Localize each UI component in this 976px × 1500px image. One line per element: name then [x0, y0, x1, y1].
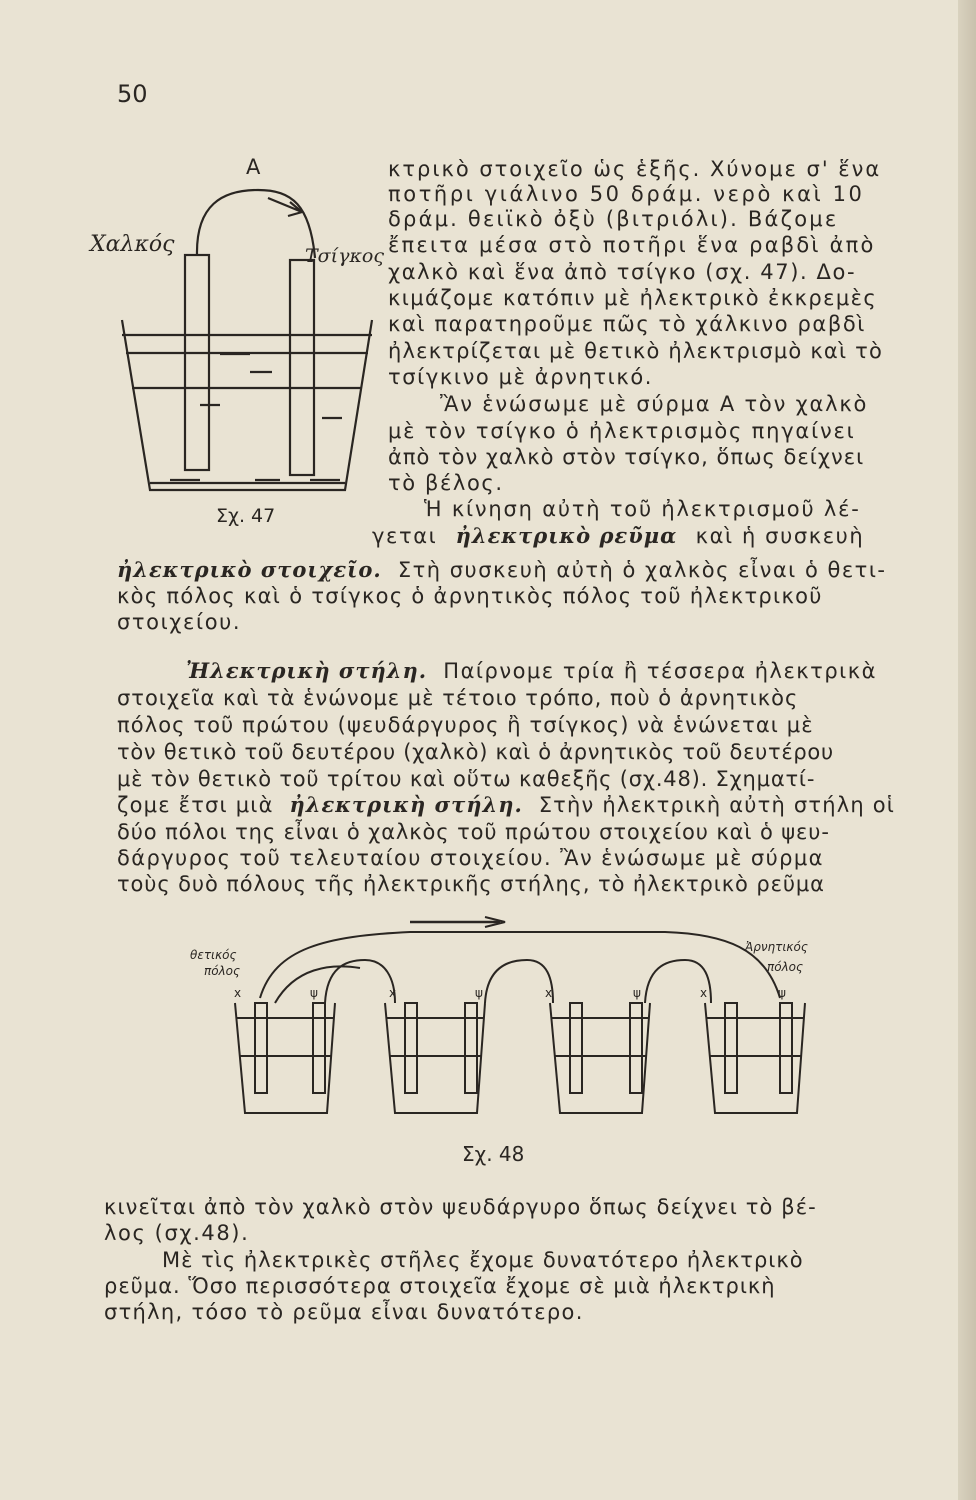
- copper-rod: [185, 255, 209, 470]
- cell-1: [235, 1003, 335, 1113]
- cell-3: [550, 1003, 650, 1113]
- positive-pole-label-2: πόλος: [204, 964, 241, 978]
- wire-a: [197, 190, 315, 258]
- cell-2: [385, 1003, 485, 1113]
- para3-line: [117, 557, 887, 583]
- cell-mark: ψ: [475, 986, 483, 1000]
- fig47-label-copper: Χαλκός: [90, 232, 175, 257]
- para-last-line: στήλη, τόσο τὸ ρεῦμα εἶναι δυνατότερο.: [104, 1300, 584, 1324]
- negative-pole-label-2: πόλος: [767, 960, 804, 974]
- cell-4: [705, 1003, 805, 1113]
- para-last-line: Μὲ τὶς ἠλεκτρικὲς στῆλες ἔχομε δυνατότερο ἠλεκτρικὸ: [162, 1248, 804, 1272]
- section-text: Στὴν ἠλεκτρικὴ αὐτὴ στήλη οἱ: [538, 793, 896, 817]
- para1-line: δράμ. θειϊκὸ ὀξὺ (βιτριόλι). Βάζομε: [388, 207, 839, 231]
- para3-line: [372, 523, 864, 549]
- cell-mark: x: [700, 986, 708, 1000]
- fig47-caption: Σχ. 47: [216, 505, 276, 527]
- para3-line: στοιχείου.: [117, 610, 242, 634]
- fig47-label-zinc: Τσίγκος: [305, 245, 384, 267]
- cell-mark: x: [545, 986, 553, 1000]
- section-text: ζομε ἔτσι μιὰ: [117, 793, 274, 817]
- para3-text: Στὴ συσκευὴ αὐτὴ ὁ χαλκὸς εἶναι ὁ θετι-: [397, 558, 887, 582]
- zinc-rod: [290, 260, 314, 475]
- para1-line: καὶ παρατηροῦμε πῶς τὸ χάλκινο ραβδὶ: [388, 312, 866, 336]
- para-after-line: λος (σχ.48).: [104, 1221, 250, 1245]
- para1-line: τσίγκινο μὲ ἀρνητικό.: [388, 365, 654, 389]
- para1-line: ἔπειτα μέσα στὸ ποτῆρι ἕνα ραβδὶ ἀπὸ: [388, 233, 876, 257]
- para-last-line: ρεῦμα. Ὅσο περισσότερα στοιχεῖα ἔχομε σὲ μιὰ ἠλεκτρικὴ: [104, 1274, 776, 1298]
- para3-text: καὶ ἡ συσκευὴ: [695, 524, 865, 548]
- figure-48-drawing: [215, 908, 835, 1118]
- figure-47-drawing: [110, 150, 370, 510]
- para3-text: γεται: [372, 524, 438, 548]
- section-line: μὲ τὸν θετικὸ τοῦ τρίτου καὶ οὕτω καθεξῆς (σχ.48). Σχηματί-: [117, 767, 816, 791]
- cell-mark: ψ: [633, 986, 641, 1000]
- para2-line: Ἂν ἑνώσωμε μὲ σύρμα A τὸν χαλκὸ: [440, 392, 869, 416]
- section-text: Παίρνομε τρία ἢ τέσσερα ἠλεκτρικὰ: [443, 659, 877, 683]
- term-electric-cell: ἠλεκτρικὸ στοιχεῖο.: [117, 557, 382, 582]
- cell-mark: ψ: [310, 986, 318, 1000]
- para2-line: τὸ βέλος.: [388, 471, 504, 495]
- para1-line: ἠλεκτρίζεται μὲ θετικὸ ἠλεκτρισμὸ καὶ τὸ: [388, 339, 884, 363]
- para2-line: μὲ τὸν τσίγκο ὁ ἠλεκτρισμὸς πηγαίνει: [388, 419, 856, 443]
- section-heading: Ἠλεκτρικὴ στήλη.: [186, 658, 428, 683]
- section-line: τοὺς δυὸ πόλους τῆς ἠλεκτρικῆς στήλης, τὸ ἠλεκτρικὸ ρεῦμα: [117, 872, 825, 896]
- negative-pole-label-1: Ἀρνητικός: [745, 940, 808, 954]
- cell-mark: ψ: [778, 986, 786, 1000]
- section-line: δάργυρος τοῦ τελευταίου στοιχείου. Ἂν ἑνώσωμε μὲ σύρμα: [117, 846, 824, 870]
- beaker-outline: [122, 320, 372, 490]
- section-line: πόλος τοῦ πρώτου (ψευδάργυρος ἢ τσίγκος) νὰ ἑνώνεται μὲ: [117, 713, 814, 737]
- para3-line: Ἡ κίνηση αὐτὴ τοῦ ἠλεκτρισμοῦ λέ-: [424, 497, 861, 521]
- positive-pole-label-1: θετικός: [190, 948, 237, 962]
- section-heading-line: [186, 658, 877, 684]
- fig47-label-a: A: [246, 155, 261, 179]
- para1-line: κιμάζομε κατόπιν μὲ ἠλεκτρικὸ ἐκκρεμὲς: [388, 286, 878, 310]
- section-line: τὸν θετικὸ τοῦ δευτέρου (χαλκὸ) καὶ ὁ ἀρνητικὸς τοῦ δευτέρου: [117, 740, 834, 764]
- section-line: [117, 792, 895, 818]
- para3-line: κὸς πόλος καὶ ὁ τσίγκος ὁ ἀρνητικὸς πόλος τοῦ ἠλεκτρικοῦ: [117, 584, 823, 608]
- wire-arrow: [268, 198, 302, 216]
- bridge-2: [485, 960, 553, 1003]
- term-electric-pile: ἠλεκτρικὴ στήλη.: [289, 792, 523, 817]
- section-line: στοιχεῖα καὶ τὰ ἑνώνομε μὲ τέτοιο τρόπο, ποὺ ὁ ἀρνητικὸς: [117, 686, 799, 710]
- page-number: 50: [117, 80, 148, 108]
- fig48-caption: Σχ. 48: [462, 1142, 525, 1166]
- term-electric-current: ἠλεκτρικὸ ρεῦμα: [455, 523, 678, 548]
- page-edge: [958, 0, 976, 1500]
- para-after-line: κινεῖται ἀπὸ τὸν χαλκὸ στὸν ψευδάργυρο ὅπως δείχνει τὸ βέ-: [104, 1195, 817, 1219]
- cell-mark: x: [234, 986, 242, 1000]
- para1-line: χαλκὸ καὶ ἕνα ἀπὸ τσίγκο (σχ. 47). Δο-: [388, 260, 857, 284]
- para2-line: ἀπὸ τὸν χαλκὸ στὸν τσίγκο, ὅπως δείχνει: [388, 445, 865, 469]
- para1-line: κτρικὸ στοιχεῖο ὡς ἑξῆς. Χύνομε σ' ἕνα: [388, 157, 882, 181]
- para1-line: ποτῆρι γιάλινο 50 δράμ. νερὸ καὶ 10: [388, 182, 865, 206]
- cell-mark: x: [389, 986, 397, 1000]
- section-line: δύο πόλοι της εἶναι ὁ χαλκὸς τοῦ πρώτου στοιχείου καὶ ὁ ψευ-: [117, 820, 830, 844]
